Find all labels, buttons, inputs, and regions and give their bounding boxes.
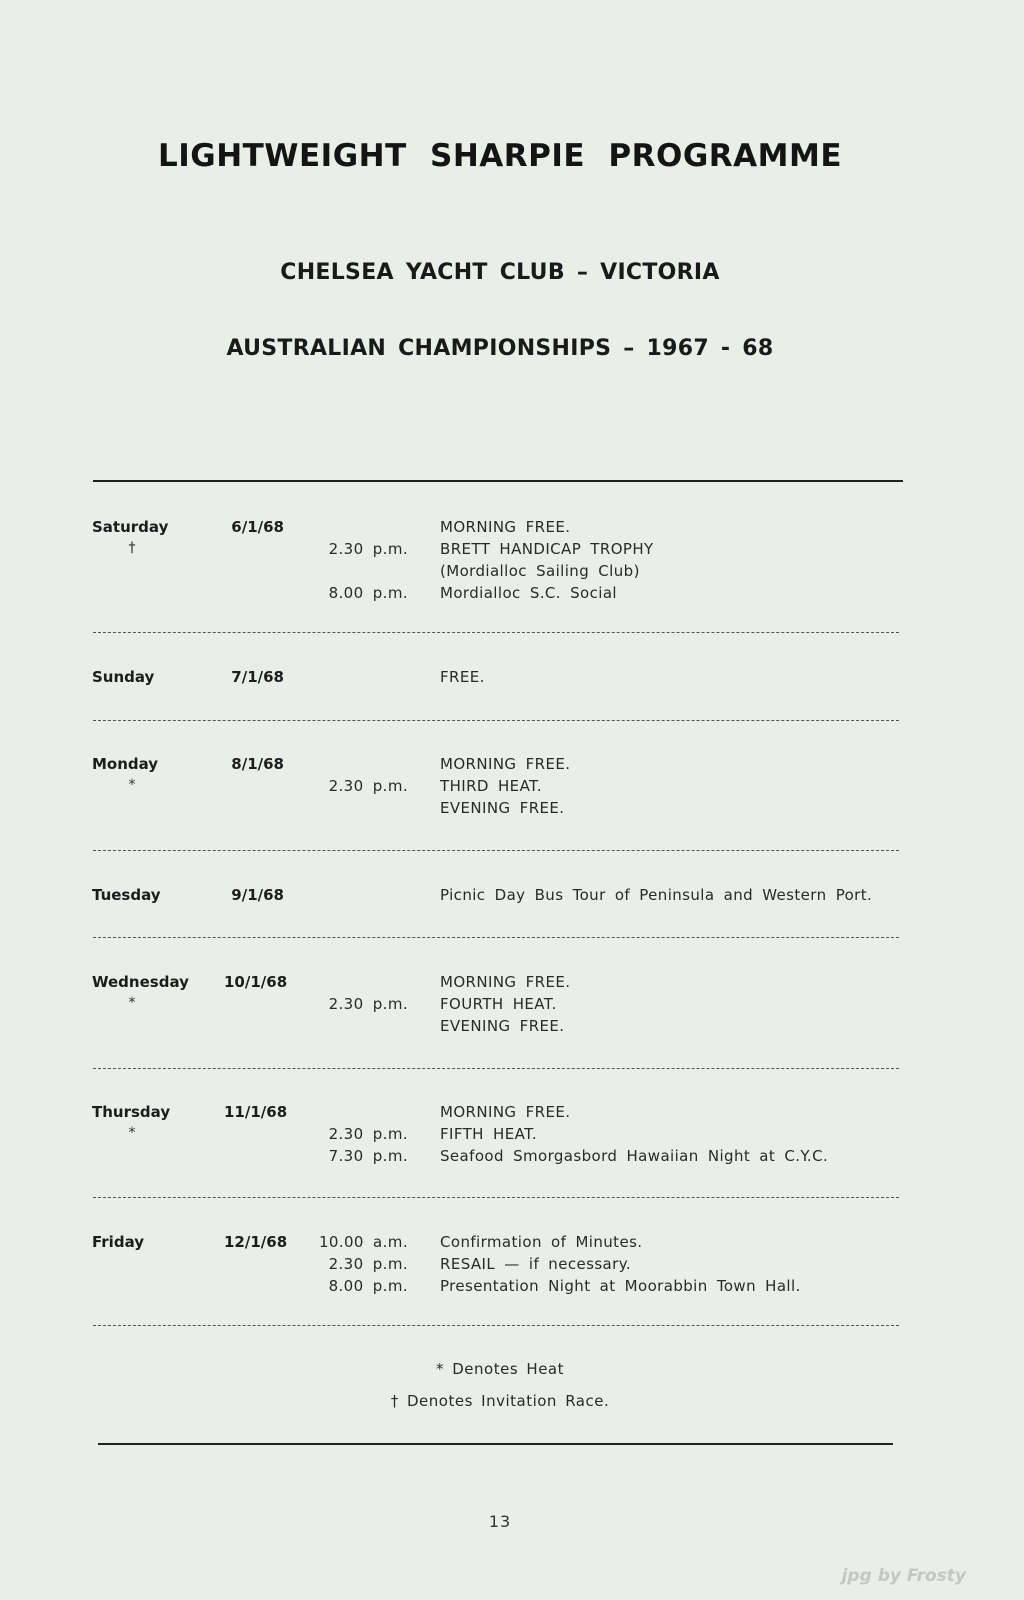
schedule-line: [0, 886, 1024, 908]
event-type-mark: †: [128, 540, 136, 556]
row-divider: [93, 720, 899, 721]
row-divider: [93, 937, 899, 938]
event-time: 2.30 p.m.: [328, 1255, 408, 1273]
page-title: LIGHTWEIGHT SHARPIE PROGRAMME: [157, 138, 843, 174]
day-label: Friday: [92, 1233, 145, 1251]
event-description: MORNING FREE.: [440, 755, 571, 773]
event-description: Mordialloc S.C. Social: [440, 584, 618, 602]
schedule-line: [0, 1125, 1024, 1147]
schedule-line: [0, 777, 1024, 799]
event-time: 2.30 p.m.: [328, 995, 408, 1013]
schedule-line: [0, 1277, 1024, 1299]
schedule-line: [0, 973, 1024, 995]
event-description: FREE.: [440, 668, 485, 686]
schedule-line: [0, 799, 1024, 821]
event-time: 2.30 p.m.: [328, 540, 408, 558]
schedule-line: [0, 1233, 1024, 1255]
schedule-line: [0, 562, 1024, 584]
event-description: (Mordialloc Sailing Club): [440, 562, 640, 580]
event-description: Presentation Night at Moorabbin Town Hall.: [440, 1277, 801, 1295]
event-description: BRETT HANDICAP TROPHY: [440, 540, 654, 558]
event-time: 8.00 p.m.: [328, 1277, 408, 1295]
event-description: EVENING FREE.: [440, 1017, 565, 1035]
event-description: MORNING FREE.: [440, 518, 571, 536]
event-description: FIFTH HEAT.: [440, 1125, 538, 1143]
event-description: EVENING FREE.: [440, 799, 565, 817]
top-rule: [93, 480, 903, 482]
page-number: 13: [488, 1512, 512, 1531]
schedule-line: [0, 1255, 1024, 1277]
row-divider: [93, 632, 899, 633]
event-time: 7.30 p.m.: [328, 1147, 408, 1165]
row-divider: [93, 1325, 899, 1326]
championship-subtitle: AUSTRALIAN CHAMPIONSHIPS – 1967 - 68: [226, 336, 774, 361]
event-time: 10.00 a.m.: [318, 1233, 408, 1251]
day-label: Saturday: [92, 518, 169, 536]
schedule-line: [0, 1017, 1024, 1039]
event-description: THIRD HEAT.: [440, 777, 543, 795]
schedule-line: [0, 584, 1024, 606]
date-label: 6/1/68: [231, 518, 284, 536]
schedule-line: [0, 540, 1024, 562]
schedule-line: [0, 1103, 1024, 1125]
event-time: 2.30 p.m.: [328, 1125, 408, 1143]
event-time: 2.30 p.m.: [328, 777, 408, 795]
event-description: MORNING FREE.: [440, 1103, 571, 1121]
row-divider: [93, 850, 899, 851]
event-description: FOURTH HEAT.: [440, 995, 557, 1013]
schedule-line: [0, 1147, 1024, 1169]
date-label: 7/1/68: [231, 668, 284, 686]
row-divider: [93, 1197, 899, 1198]
event-description: Seafood Smorgasbord Hawaiian Night at C.Y.C.: [440, 1147, 829, 1165]
date-label: 8/1/68: [231, 755, 284, 773]
event-time: 8.00 p.m.: [328, 584, 408, 602]
event-description: Picnic Day Bus Tour of Peninsula and Western Port.: [440, 886, 873, 904]
date-label: 9/1/68: [231, 886, 284, 904]
schedule-line: [0, 995, 1024, 1017]
day-label: Tuesday: [92, 886, 161, 904]
scan-credit: jpg by Frosty: [841, 1566, 966, 1586]
day-label: Thursday: [92, 1103, 171, 1121]
event-type-mark: *: [128, 1125, 136, 1141]
event-description: Confirmation of Minutes.: [440, 1233, 643, 1251]
row-divider: [93, 1068, 899, 1069]
date-label: 12/1/68: [224, 1233, 288, 1251]
event-type-mark: *: [128, 777, 136, 793]
schedule-line: [0, 518, 1024, 540]
event-type-mark: *: [128, 995, 136, 1011]
day-label: Wednesday: [92, 973, 189, 991]
schedule-line: [0, 668, 1024, 690]
legend-invitation: † Denotes Invitation Race.: [390, 1392, 610, 1410]
date-label: 11/1/68: [224, 1103, 288, 1121]
day-label: Monday: [92, 755, 159, 773]
legend-heat: * Denotes Heat: [435, 1360, 564, 1378]
schedule-line: [0, 755, 1024, 777]
event-description: MORNING FREE.: [440, 973, 571, 991]
club-subtitle: CHELSEA YACHT CLUB – VICTORIA: [280, 260, 720, 285]
bottom-rule: [98, 1443, 893, 1445]
date-label: 10/1/68: [224, 973, 288, 991]
day-label: Sunday: [92, 668, 155, 686]
event-description: RESAIL — if necessary.: [440, 1255, 632, 1273]
